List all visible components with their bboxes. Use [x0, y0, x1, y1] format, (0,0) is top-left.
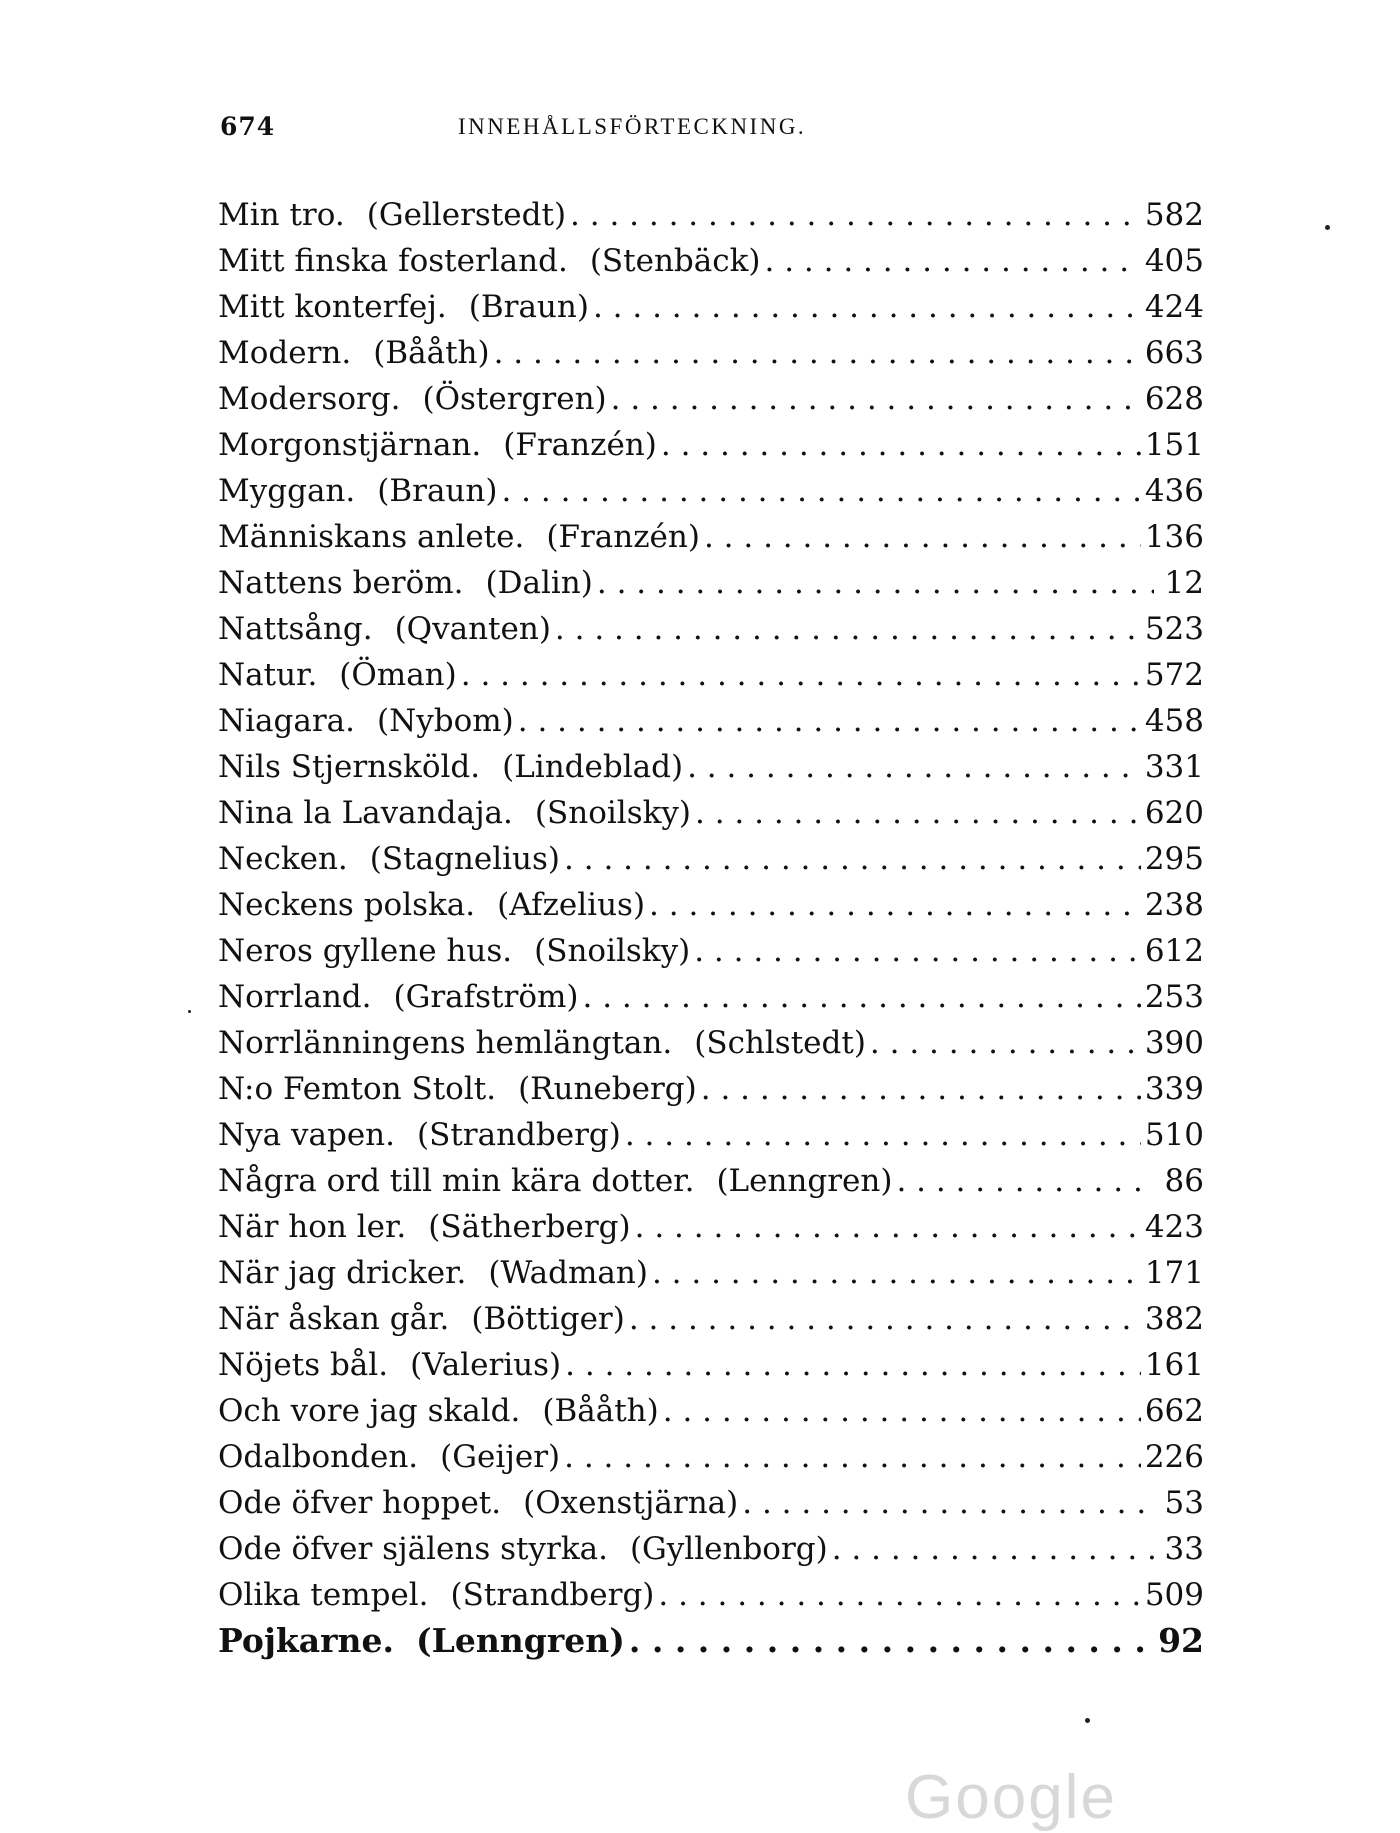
print-speck	[1325, 225, 1330, 230]
toc-entry	[218, 698, 1204, 744]
entry-title: Necken.	[218, 841, 348, 877]
dot-leader	[687, 744, 1141, 790]
entry-page-number: 33	[1164, 1531, 1204, 1567]
entry-author: (Strandberg)	[450, 1577, 655, 1613]
entry-title: Pojkarne.	[218, 1621, 394, 1660]
entry-page-number: 136	[1144, 519, 1204, 555]
dot-leader	[564, 836, 1141, 882]
entry-author: (Geijer)	[440, 1439, 561, 1475]
toc-entry	[218, 1296, 1204, 1342]
watermark: Google	[905, 1763, 1117, 1832]
toc-entry	[218, 238, 1204, 284]
entry-author: (Östergren)	[422, 381, 607, 417]
entry-author: (Valerius)	[410, 1347, 562, 1383]
dot-leader	[582, 974, 1140, 1020]
entry-title: Norrlänningens hemlängtan.	[218, 1025, 673, 1061]
toc-entry	[218, 974, 1204, 1020]
toc-entry	[218, 1250, 1204, 1296]
dot-leader	[652, 1250, 1141, 1296]
dot-leader	[765, 238, 1141, 284]
toc-entry	[218, 790, 1204, 836]
running-head: INNEHÅLLSFÖRTECKNING.	[458, 114, 807, 139]
dot-leader	[649, 882, 1141, 928]
entry-page-number: 238	[1144, 887, 1204, 923]
toc-entry	[218, 1020, 1204, 1066]
entry-title: Neros gyllene hus.	[218, 933, 513, 969]
entry-title: Nöjets bål.	[218, 1347, 389, 1383]
dot-leader	[694, 928, 1141, 974]
entry-title: Nya vapen.	[218, 1117, 395, 1153]
entry-title: Myggan.	[218, 473, 356, 509]
entry-title: Olika tempel.	[218, 1577, 429, 1613]
entry-author: (Nybom)	[377, 703, 514, 739]
dot-leader	[629, 1618, 1154, 1664]
dot-leader	[565, 1342, 1141, 1388]
dot-leader	[896, 1158, 1154, 1204]
toc-entry	[218, 1480, 1204, 1526]
toc-entry	[218, 928, 1204, 974]
entry-page-number: 226	[1144, 1439, 1204, 1475]
entry-title: Odalbonden.	[218, 1439, 419, 1475]
dot-leader	[629, 1296, 1141, 1342]
entry-author: (Snoilsky)	[534, 933, 691, 969]
entry-author: (Böttiger)	[471, 1301, 625, 1337]
entry-author: (Qvanten)	[394, 611, 551, 647]
entry-author: (Grafström)	[393, 979, 579, 1015]
dot-leader	[564, 1434, 1141, 1480]
entry-page-number: 572	[1144, 657, 1204, 693]
entry-page-number: 582	[1144, 197, 1204, 233]
entry-author: (Lenngren)	[716, 1163, 893, 1199]
entry-author: (Gyllenborg)	[629, 1531, 828, 1567]
entry-author: (Gellerstedt)	[366, 197, 567, 233]
entry-page-number: 620	[1144, 795, 1204, 831]
entry-author: (Snoilsky)	[534, 795, 691, 831]
entry-author: (Stagnelius)	[369, 841, 561, 877]
entry-author: (Wadman)	[488, 1255, 648, 1291]
entry-author: (Bååth)	[373, 335, 490, 371]
entry-author: (Strandberg)	[416, 1117, 621, 1153]
dot-leader	[742, 1480, 1154, 1526]
dot-leader	[701, 1066, 1141, 1112]
dot-leader	[661, 422, 1141, 468]
entry-title: Och vore jag skald.	[218, 1393, 521, 1429]
entry-page-number: 86	[1164, 1163, 1204, 1199]
toc-entry	[218, 468, 1204, 514]
entry-page-number: 423	[1144, 1209, 1204, 1245]
entry-title: Nattens beröm.	[218, 565, 464, 601]
dot-leader	[501, 468, 1140, 514]
entry-title: Mitt konterfej.	[218, 289, 447, 325]
dot-leader	[570, 192, 1141, 238]
entry-author: (Stenbäck)	[589, 243, 761, 279]
entry-title: Nina la Lavandaja.	[218, 795, 513, 831]
entry-page-number: 509	[1144, 1577, 1204, 1613]
dot-leader	[704, 514, 1141, 560]
toc-entry	[218, 1204, 1204, 1250]
dot-leader	[870, 1020, 1141, 1066]
entry-title: Modersorg.	[218, 381, 401, 417]
entry-page-number: 628	[1144, 381, 1204, 417]
entry-page-number: 382	[1144, 1301, 1204, 1337]
entry-title: Några ord till min kära dotter.	[218, 1163, 695, 1199]
print-speck	[1085, 1718, 1090, 1723]
entry-page-number: 662	[1144, 1393, 1204, 1429]
entry-page-number: 405	[1144, 243, 1204, 279]
entry-title: Min tro.	[218, 197, 345, 233]
entry-author: (Braun)	[468, 289, 589, 325]
toc-entry	[218, 1388, 1204, 1434]
entry-author: (Sätherberg)	[428, 1209, 631, 1245]
entry-author: (Afzelius)	[497, 887, 646, 923]
entry-author: (Oxenstjärna)	[523, 1485, 739, 1521]
dot-leader	[635, 1204, 1141, 1250]
dot-leader	[832, 1526, 1154, 1572]
entry-title: N:o Femton Stolt.	[218, 1071, 497, 1107]
dot-leader	[494, 330, 1141, 376]
toc-entry	[218, 422, 1204, 468]
entry-page-number: 436	[1144, 473, 1204, 509]
print-speck	[188, 1010, 191, 1013]
dot-leader	[625, 1112, 1141, 1158]
toc-entry	[218, 1066, 1204, 1112]
toc-entry	[218, 330, 1204, 376]
entry-author: (Dalin)	[485, 565, 593, 601]
entry-page-number: 92	[1158, 1621, 1204, 1660]
dot-leader	[518, 698, 1141, 744]
entry-title: När hon ler.	[218, 1209, 407, 1245]
dot-leader	[461, 652, 1141, 698]
dot-leader	[555, 606, 1141, 652]
entry-page-number: 161	[1144, 1347, 1204, 1383]
toc-entry	[218, 1526, 1204, 1572]
entry-title: Neckens polska.	[218, 887, 476, 923]
toc-entry	[218, 1112, 1204, 1158]
entry-page-number: 171	[1144, 1255, 1204, 1291]
entry-title: Nattsång.	[218, 611, 373, 647]
entry-title: Ode öfver hoppet.	[218, 1485, 502, 1521]
entry-page-number: 12	[1164, 565, 1204, 601]
page-number: 674	[220, 112, 276, 141]
toc-entry	[218, 514, 1204, 560]
entry-author: (Franzén)	[546, 519, 700, 555]
toc-entry	[218, 744, 1204, 790]
entry-page-number: 295	[1144, 841, 1204, 877]
dot-leader	[695, 790, 1141, 836]
table-of-contents	[218, 192, 1204, 1664]
toc-entry	[218, 376, 1204, 422]
toc-entry	[218, 606, 1204, 652]
toc-entry	[218, 1342, 1204, 1388]
entry-page-number: 663	[1144, 335, 1204, 371]
entry-page-number: 253	[1144, 979, 1204, 1015]
toc-entry	[218, 1434, 1204, 1480]
dot-leader	[658, 1572, 1140, 1618]
entry-page-number: 458	[1144, 703, 1204, 739]
entry-title: När jag dricker.	[218, 1255, 467, 1291]
toc-entry	[218, 1158, 1204, 1204]
entry-author: (Bååth)	[542, 1393, 659, 1429]
dot-leader	[611, 376, 1141, 422]
toc-entry	[218, 1618, 1204, 1664]
entry-author: (Öman)	[339, 657, 457, 693]
entry-page-number: 390	[1144, 1025, 1204, 1061]
entry-title: Natur.	[218, 657, 318, 693]
entry-page-number: 612	[1144, 933, 1204, 969]
entry-page-number: 523	[1144, 611, 1204, 647]
toc-entry	[218, 284, 1204, 330]
entry-title: Niagara.	[218, 703, 356, 739]
toc-entry	[218, 836, 1204, 882]
entry-title: Ode öfver själens styrka.	[218, 1531, 608, 1567]
entry-author: (Lenngren)	[416, 1621, 625, 1660]
entry-page-number: 339	[1144, 1071, 1204, 1107]
toc-entry	[218, 192, 1204, 238]
dot-leader	[593, 284, 1141, 330]
entry-title: Nils Stjernsköld.	[218, 749, 481, 785]
entry-title: Mitt finska fosterland.	[218, 243, 568, 279]
toc-entry	[218, 560, 1204, 606]
entry-author: (Braun)	[377, 473, 498, 509]
entry-author: (Runeberg)	[518, 1071, 697, 1107]
entry-title: Modern.	[218, 335, 352, 371]
entry-title: Norrland.	[218, 979, 372, 1015]
entry-page-number: 510	[1144, 1117, 1204, 1153]
entry-title: Människans anlete.	[218, 519, 525, 555]
entry-author: (Franzén)	[503, 427, 657, 463]
entry-page-number: 151	[1144, 427, 1204, 463]
toc-entry	[218, 1572, 1204, 1618]
entry-author: (Lindeblad)	[502, 749, 684, 785]
toc-entry	[218, 652, 1204, 698]
entry-title: Morgonstjärnan.	[218, 427, 482, 463]
toc-entry	[218, 882, 1204, 928]
entry-page-number: 331	[1144, 749, 1204, 785]
dot-leader	[663, 1388, 1141, 1434]
dot-leader	[597, 560, 1154, 606]
entry-page-number: 53	[1164, 1485, 1204, 1521]
entry-title: När åskan går.	[218, 1301, 450, 1337]
entry-page-number: 424	[1144, 289, 1204, 325]
entry-author: (Schlstedt)	[694, 1025, 866, 1061]
